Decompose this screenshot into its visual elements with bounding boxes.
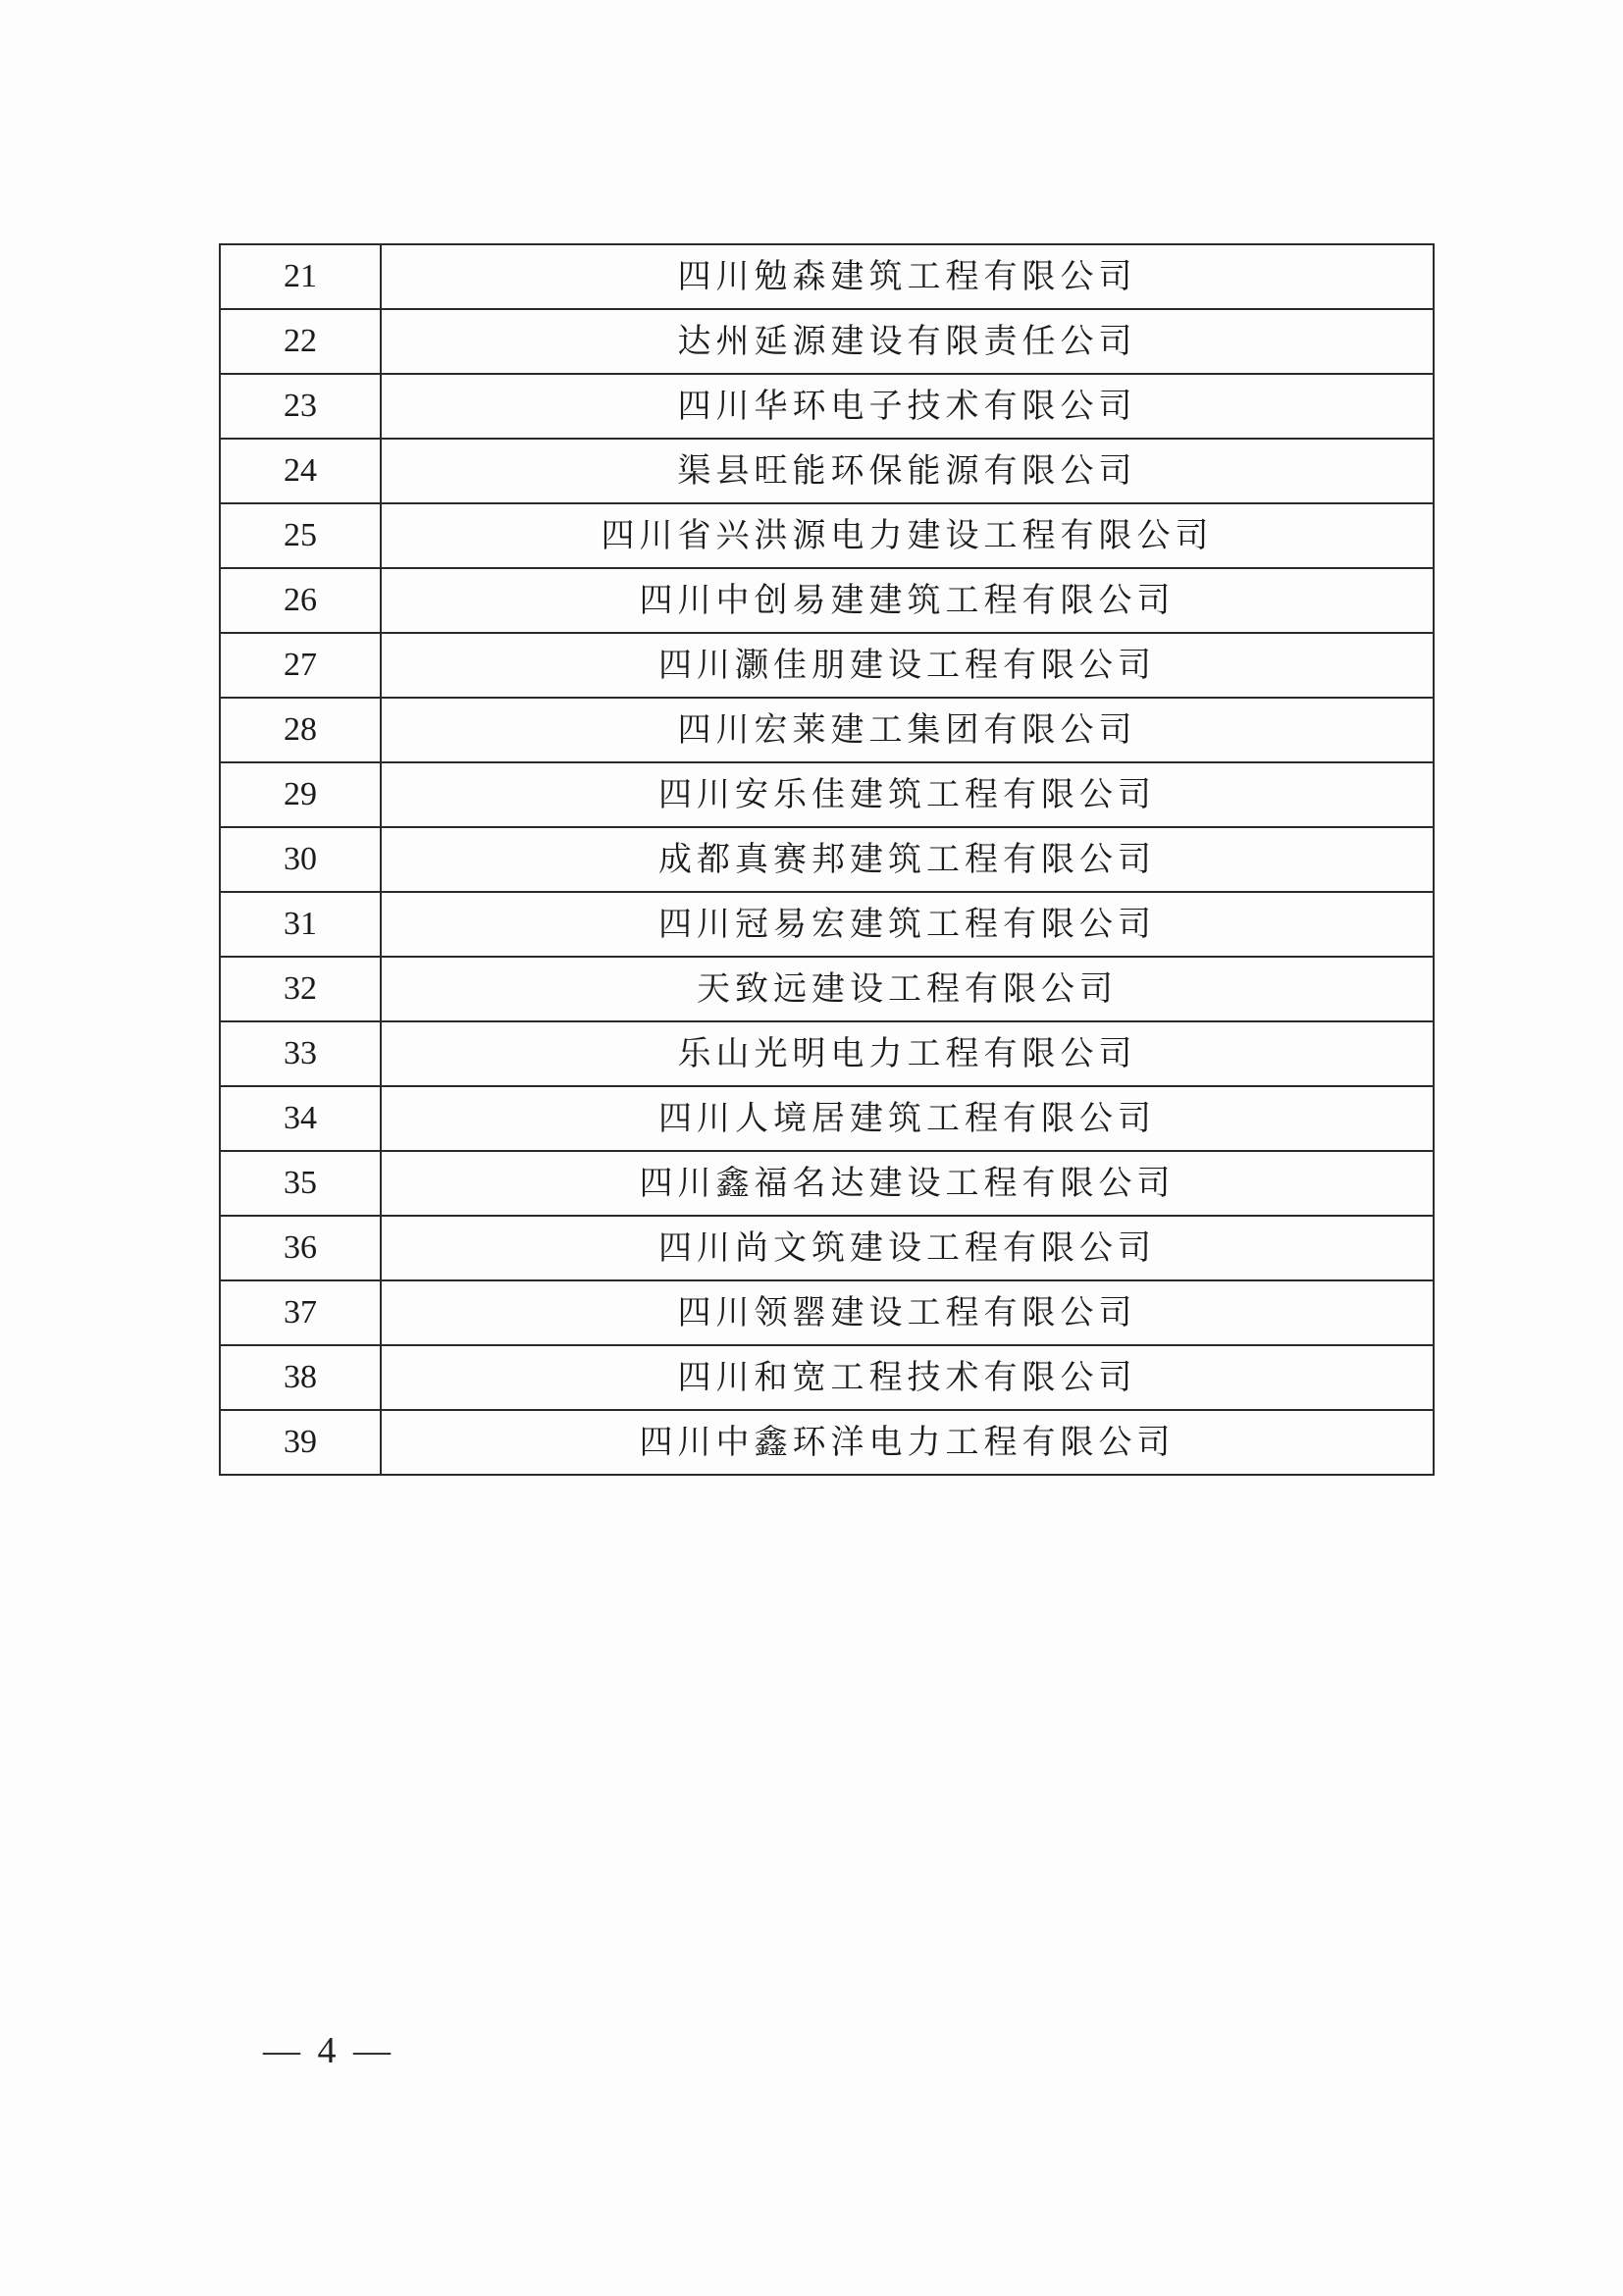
table-row [220, 374, 1434, 439]
row-number: 35 [220, 1151, 381, 1216]
table-row [220, 1021, 1434, 1086]
table-row [220, 244, 1434, 309]
company-name: 四川和宽工程技术有限公司 [381, 1345, 1434, 1410]
company-name: 四川冠易宏建筑工程有限公司 [381, 892, 1434, 957]
table-row [220, 439, 1434, 503]
company-list-table [219, 243, 1435, 1476]
table-row [220, 892, 1434, 957]
table-row [220, 957, 1434, 1021]
company-name: 天致远建设工程有限公司 [381, 957, 1434, 1021]
company-name: 四川省兴洪源电力建设工程有限公司 [381, 503, 1434, 568]
row-number: 34 [220, 1086, 381, 1151]
row-number: 28 [220, 698, 381, 762]
company-name: 四川尚文筑建设工程有限公司 [381, 1216, 1434, 1280]
company-name: 四川华环电子技术有限公司 [381, 374, 1434, 439]
company-name: 四川人境居建筑工程有限公司 [381, 1086, 1434, 1151]
table-row [220, 309, 1434, 374]
company-name: 四川安乐佳建筑工程有限公司 [381, 762, 1434, 827]
company-name: 达州延源建设有限责任公司 [381, 309, 1434, 374]
company-name: 乐山光明电力工程有限公司 [381, 1021, 1434, 1086]
row-number: 36 [220, 1216, 381, 1280]
table-row [220, 568, 1434, 633]
company-name: 渠县旺能环保能源有限公司 [381, 439, 1434, 503]
table-row [220, 1086, 1434, 1151]
company-name: 四川灏佳朋建设工程有限公司 [381, 633, 1434, 698]
table-row [220, 762, 1434, 827]
row-number: 27 [220, 633, 381, 698]
row-number: 39 [220, 1410, 381, 1475]
row-number: 38 [220, 1345, 381, 1410]
table-row [220, 1345, 1434, 1410]
company-name: 四川中创易建建筑工程有限公司 [381, 568, 1434, 633]
table-row [220, 1151, 1434, 1216]
row-number: 30 [220, 827, 381, 892]
company-name: 成都真赛邦建筑工程有限公司 [381, 827, 1434, 892]
table-row [220, 698, 1434, 762]
row-number: 21 [220, 244, 381, 309]
table-row [220, 827, 1434, 892]
company-name: 四川中鑫环洋电力工程有限公司 [381, 1410, 1434, 1475]
row-number: 29 [220, 762, 381, 827]
company-name: 四川勉森建筑工程有限公司 [381, 244, 1434, 309]
table-row [220, 633, 1434, 698]
row-number: 32 [220, 957, 381, 1021]
company-name: 四川领罂建设工程有限公司 [381, 1280, 1434, 1345]
table-body [220, 244, 1434, 1475]
page-number: — 4 — [263, 2030, 394, 2071]
table-row [220, 1280, 1434, 1345]
table-row [220, 1216, 1434, 1280]
row-number: 31 [220, 892, 381, 957]
row-number: 23 [220, 374, 381, 439]
table-row [220, 503, 1434, 568]
company-name: 四川鑫福名达建设工程有限公司 [381, 1151, 1434, 1216]
company-name: 四川宏莱建工集团有限公司 [381, 698, 1434, 762]
row-number: 22 [220, 309, 381, 374]
row-number: 24 [220, 439, 381, 503]
table-row [220, 1410, 1434, 1475]
row-number: 33 [220, 1021, 381, 1086]
row-number: 26 [220, 568, 381, 633]
row-number: 25 [220, 503, 381, 568]
row-number: 37 [220, 1280, 381, 1345]
